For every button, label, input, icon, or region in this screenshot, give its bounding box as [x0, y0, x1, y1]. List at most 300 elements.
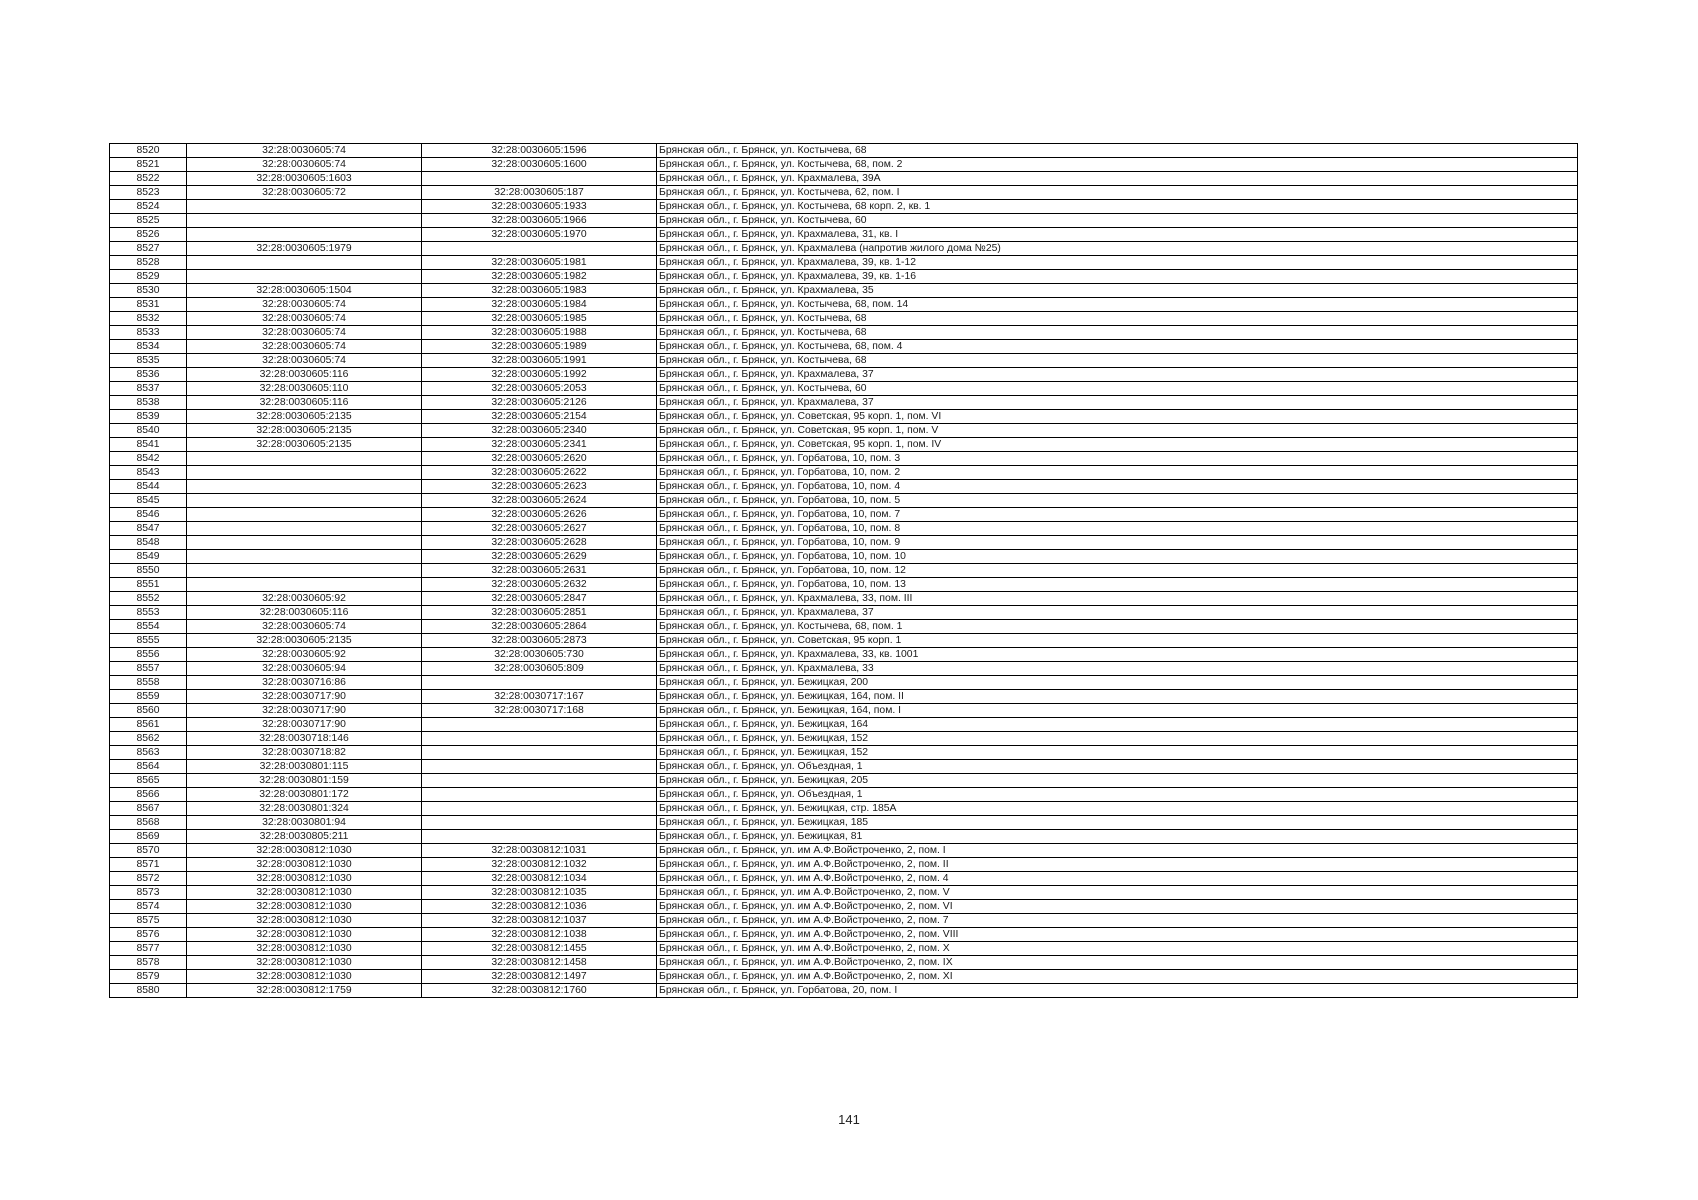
object-cadastral-number-cell: 32:28:0030812:1455: [422, 942, 657, 956]
parcel-cadastral-number-cell: 32:28:0030801:172: [187, 788, 422, 802]
object-cadastral-number-cell: 32:28:0030605:2851: [422, 606, 657, 620]
address-cell: Брянская обл., г. Брянск, ул. им А.Ф.Войстроченко, 2, пом. I: [657, 844, 1578, 858]
row-number-cell: 8523: [110, 186, 187, 200]
parcel-cadastral-number-cell: 32:28:0030801:94: [187, 816, 422, 830]
row-number-cell: 8541: [110, 438, 187, 452]
table-row: [110, 564, 1578, 578]
object-cadastral-number-cell: 32:28:0030605:2620: [422, 452, 657, 466]
row-number-cell: 8521: [110, 158, 187, 172]
parcel-cadastral-number-cell: 32:28:0030605:72: [187, 186, 422, 200]
object-cadastral-number-cell: 32:28:0030605:1596: [422, 144, 657, 158]
object-cadastral-number-cell: 32:28:0030605:2628: [422, 536, 657, 550]
table-row: [110, 284, 1578, 298]
table-row: [110, 648, 1578, 662]
address-cell: Брянская обл., г. Брянск, ул. Горбатова, 10, пом. 10: [657, 550, 1578, 564]
table-row: [110, 816, 1578, 830]
parcel-cadastral-number-cell: 32:28:0030716:86: [187, 676, 422, 690]
row-number-cell: 8566: [110, 788, 187, 802]
row-number-cell: 8576: [110, 928, 187, 942]
object-cadastral-number-cell: 32:28:0030605:2624: [422, 494, 657, 508]
row-number-cell: 8554: [110, 620, 187, 634]
row-number-cell: 8539: [110, 410, 187, 424]
address-cell: Брянская обл., г. Брянск, ул. Бежицкая, 164, пом. II: [657, 690, 1578, 704]
object-cadastral-number-cell: 32:28:0030605:2873: [422, 634, 657, 648]
row-number-cell: 8542: [110, 452, 187, 466]
table-row: [110, 802, 1578, 816]
parcel-cadastral-number-cell: 32:28:0030718:146: [187, 732, 422, 746]
row-number-cell: 8580: [110, 984, 187, 998]
object-cadastral-number-cell: 32:28:0030605:2629: [422, 550, 657, 564]
address-cell: Брянская обл., г. Брянск, ул. им А.Ф.Войстроченко, 2, пом. 4: [657, 872, 1578, 886]
parcel-cadastral-number-cell: 32:28:0030801:115: [187, 760, 422, 774]
table-row: [110, 606, 1578, 620]
address-cell: Брянская обл., г. Брянск, ул. Горбатова, 10, пом. 9: [657, 536, 1578, 550]
object-cadastral-number-cell: 32:28:0030717:168: [422, 704, 657, 718]
address-cell: Брянская обл., г. Брянск, ул. Костычева, 68 корп. 2, кв. 1: [657, 200, 1578, 214]
table-row: [110, 858, 1578, 872]
table-row: [110, 480, 1578, 494]
address-cell: Брянская обл., г. Брянск, ул. Горбатова, 10, пом. 2: [657, 466, 1578, 480]
address-cell: Брянская обл., г. Брянск, ул. им А.Ф.Войстроченко, 2, пом. X: [657, 942, 1578, 956]
table-row: [110, 298, 1578, 312]
object-cadastral-number-cell: [422, 802, 657, 816]
row-number-cell: 8564: [110, 760, 187, 774]
row-number-cell: 8552: [110, 592, 187, 606]
row-number-cell: 8545: [110, 494, 187, 508]
table-row: [110, 438, 1578, 452]
table-row: [110, 774, 1578, 788]
object-cadastral-number-cell: [422, 242, 657, 256]
parcel-cadastral-number-cell: 32:28:0030812:1030: [187, 844, 422, 858]
address-cell: Брянская обл., г. Брянск, ул. Костычева, 68, пом. 4: [657, 340, 1578, 354]
table-row: [110, 928, 1578, 942]
object-cadastral-number-cell: [422, 816, 657, 830]
parcel-cadastral-number-cell: 32:28:0030801:324: [187, 802, 422, 816]
object-cadastral-number-cell: [422, 172, 657, 186]
parcel-cadastral-number-cell: [187, 214, 422, 228]
table-row: [110, 634, 1578, 648]
table-row: [110, 704, 1578, 718]
address-cell: Брянская обл., г. Брянск, ул. им А.Ф.Войстроченко, 2, пом. VIII: [657, 928, 1578, 942]
table-row: [110, 746, 1578, 760]
object-cadastral-number-cell: 32:28:0030605:2341: [422, 438, 657, 452]
row-number-cell: 8568: [110, 816, 187, 830]
address-cell: Брянская обл., г. Брянск, ул. им А.Ф.Войстроченко, 2, пом. VI: [657, 900, 1578, 914]
row-number-cell: 8538: [110, 396, 187, 410]
parcel-cadastral-number-cell: 32:28:0030605:1504: [187, 284, 422, 298]
row-number-cell: 8558: [110, 676, 187, 690]
object-cadastral-number-cell: 32:28:0030605:1984: [422, 298, 657, 312]
address-cell: Брянская обл., г. Брянск, ул. Бежицкая, 152: [657, 746, 1578, 760]
parcel-cadastral-number-cell: 32:28:0030605:110: [187, 382, 422, 396]
object-cadastral-number-cell: 32:28:0030717:167: [422, 690, 657, 704]
parcel-cadastral-number-cell: [187, 494, 422, 508]
address-cell: Брянская обл., г. Брянск, ул. Горбатова, 10, пом. 4: [657, 480, 1578, 494]
row-number-cell: 8577: [110, 942, 187, 956]
address-cell: Брянская обл., г. Брянск, ул. Горбатова, 10, пом. 13: [657, 578, 1578, 592]
table-row: [110, 662, 1578, 676]
row-number-cell: 8535: [110, 354, 187, 368]
row-number-cell: 8527: [110, 242, 187, 256]
parcel-cadastral-number-cell: 32:28:0030717:90: [187, 718, 422, 732]
object-cadastral-number-cell: 32:28:0030605:1966: [422, 214, 657, 228]
parcel-cadastral-number-cell: 32:28:0030812:1030: [187, 900, 422, 914]
address-cell: Брянская обл., г. Брянск, ул. Костычева, 60: [657, 214, 1578, 228]
address-cell: Брянская обл., г. Брянск, ул. Бежицкая, 152: [657, 732, 1578, 746]
table-row: [110, 494, 1578, 508]
table-row: [110, 550, 1578, 564]
object-cadastral-number-cell: 32:28:0030812:1035: [422, 886, 657, 900]
parcel-cadastral-number-cell: 32:28:0030605:2135: [187, 410, 422, 424]
table-row: [110, 200, 1578, 214]
address-cell: Брянская обл., г. Брянск, ул. Объездная, 1: [657, 788, 1578, 802]
row-number-cell: 8561: [110, 718, 187, 732]
parcel-cadastral-number-cell: 32:28:0030718:82: [187, 746, 422, 760]
row-number-cell: 8537: [110, 382, 187, 396]
parcel-cadastral-number-cell: [187, 270, 422, 284]
address-cell: Брянская обл., г. Брянск, ул. Костычева, 68, пом. 1: [657, 620, 1578, 634]
object-cadastral-number-cell: 32:28:0030605:2154: [422, 410, 657, 424]
object-cadastral-number-cell: 32:28:0030605:2627: [422, 522, 657, 536]
address-cell: Брянская обл., г. Брянск, ул. Советская, 95 корп. 1: [657, 634, 1578, 648]
table-row: [110, 886, 1578, 900]
address-cell: Брянская обл., г. Брянск, ул. Костычева, 60: [657, 382, 1578, 396]
address-cell: Брянская обл., г. Брянск, ул. Костычева, 68: [657, 326, 1578, 340]
address-cell: Брянская обл., г. Брянск, ул. Крахмалева, 39А: [657, 172, 1578, 186]
table-row: [110, 312, 1578, 326]
address-cell: Брянская обл., г. Брянск, ул. Костычева, 62, пом. I: [657, 186, 1578, 200]
parcel-cadastral-number-cell: [187, 228, 422, 242]
table-row: [110, 760, 1578, 774]
object-cadastral-number-cell: 32:28:0030605:809: [422, 662, 657, 676]
address-cell: Брянская обл., г. Брянск, ул. им А.Ф.Войстроченко, 2, пом. XI: [657, 970, 1578, 984]
object-cadastral-number-cell: 32:28:0030605:1933: [422, 200, 657, 214]
address-cell: Брянская обл., г. Брянск, ул. Крахмалева, 39, кв. 1-16: [657, 270, 1578, 284]
table-row: [110, 788, 1578, 802]
row-number-cell: 8526: [110, 228, 187, 242]
parcel-cadastral-number-cell: 32:28:0030605:74: [187, 298, 422, 312]
row-number-cell: 8534: [110, 340, 187, 354]
object-cadastral-number-cell: 32:28:0030605:730: [422, 648, 657, 662]
parcel-cadastral-number-cell: 32:28:0030812:1030: [187, 886, 422, 900]
table-row: [110, 214, 1578, 228]
row-number-cell: 8555: [110, 634, 187, 648]
parcel-cadastral-number-cell: 32:28:0030605:1979: [187, 242, 422, 256]
page-number: 141: [838, 1112, 860, 1127]
address-cell: Брянская обл., г. Брянск, ул. Бежицкая, 164: [657, 718, 1578, 732]
table-row: [110, 242, 1578, 256]
row-number-cell: 8533: [110, 326, 187, 340]
table-row: [110, 830, 1578, 844]
object-cadastral-number-cell: [422, 676, 657, 690]
address-cell: Брянская обл., г. Брянск, ул. Горбатова, 10, пом. 8: [657, 522, 1578, 536]
parcel-cadastral-number-cell: 32:28:0030812:1030: [187, 928, 422, 942]
table-row: [110, 424, 1578, 438]
row-number-cell: 8572: [110, 872, 187, 886]
row-number-cell: 8579: [110, 970, 187, 984]
object-cadastral-number-cell: 32:28:0030605:2053: [422, 382, 657, 396]
row-number-cell: 8578: [110, 956, 187, 970]
row-number-cell: 8522: [110, 172, 187, 186]
table-row: [110, 396, 1578, 410]
parcel-cadastral-number-cell: 32:28:0030812:1030: [187, 970, 422, 984]
parcel-cadastral-number-cell: [187, 564, 422, 578]
address-cell: Брянская обл., г. Брянск, ул. Костычева, 68, пом. 14: [657, 298, 1578, 312]
address-cell: Брянская обл., г. Брянск, ул. Бежицкая, 81: [657, 830, 1578, 844]
object-cadastral-number-cell: 32:28:0030605:2626: [422, 508, 657, 522]
object-cadastral-number-cell: [422, 732, 657, 746]
address-cell: Брянская обл., г. Брянск, ул. Бежицкая, стр. 185А: [657, 802, 1578, 816]
object-cadastral-number-cell: 32:28:0030812:1034: [422, 872, 657, 886]
table-row: [110, 536, 1578, 550]
row-number-cell: 8562: [110, 732, 187, 746]
object-cadastral-number-cell: 32:28:0030605:1991: [422, 354, 657, 368]
table-row: [110, 984, 1578, 998]
address-cell: Брянская обл., г. Брянск, ул. Советская, 95 корп. 1, пом. V: [657, 424, 1578, 438]
object-cadastral-number-cell: 32:28:0030605:2864: [422, 620, 657, 634]
table-row: [110, 732, 1578, 746]
object-cadastral-number-cell: 32:28:0030605:2847: [422, 592, 657, 606]
parcel-cadastral-number-cell: [187, 256, 422, 270]
row-number-cell: 8529: [110, 270, 187, 284]
object-cadastral-number-cell: 32:28:0030605:2126: [422, 396, 657, 410]
object-cadastral-number-cell: 32:28:0030605:1981: [422, 256, 657, 270]
address-cell: Брянская обл., г. Брянск, ул. Советская, 95 корп. 1, пом. VI: [657, 410, 1578, 424]
table-row: [110, 578, 1578, 592]
parcel-cadastral-number-cell: 32:28:0030812:1030: [187, 942, 422, 956]
object-cadastral-number-cell: 32:28:0030605:2622: [422, 466, 657, 480]
table-body: [110, 144, 1578, 998]
object-cadastral-number-cell: 32:28:0030812:1032: [422, 858, 657, 872]
parcel-cadastral-number-cell: 32:28:0030605:116: [187, 396, 422, 410]
table-row: [110, 718, 1578, 732]
object-cadastral-number-cell: 32:28:0030812:1031: [422, 844, 657, 858]
address-cell: Брянская обл., г. Брянск, ул. Горбатова, 10, пом. 5: [657, 494, 1578, 508]
object-cadastral-number-cell: [422, 830, 657, 844]
parcel-cadastral-number-cell: 32:28:0030605:74: [187, 158, 422, 172]
parcel-cadastral-number-cell: [187, 536, 422, 550]
parcel-cadastral-number-cell: 32:28:0030605:1603: [187, 172, 422, 186]
object-cadastral-number-cell: 32:28:0030605:1600: [422, 158, 657, 172]
row-number-cell: 8543: [110, 466, 187, 480]
row-number-cell: 8520: [110, 144, 187, 158]
table-row: [110, 368, 1578, 382]
address-cell: Брянская обл., г. Брянск, ул. Крахмалева, 37: [657, 368, 1578, 382]
address-cell: Брянская обл., г. Брянск, ул. Крахмалева (напротив жилого дома №25): [657, 242, 1578, 256]
row-number-cell: 8549: [110, 550, 187, 564]
row-number-cell: 8524: [110, 200, 187, 214]
address-cell: Брянская обл., г. Брянск, ул. Объездная, 1: [657, 760, 1578, 774]
table-row: [110, 354, 1578, 368]
row-number-cell: 8531: [110, 298, 187, 312]
object-cadastral-number-cell: 32:28:0030605:1988: [422, 326, 657, 340]
row-number-cell: 8556: [110, 648, 187, 662]
address-cell: Брянская обл., г. Брянск, ул. Бежицкая, 164, пом. I: [657, 704, 1578, 718]
address-cell: Брянская обл., г. Брянск, ул. Горбатова, 10, пом. 12: [657, 564, 1578, 578]
address-cell: Брянская обл., г. Брянск, ул. Костычева, 68: [657, 312, 1578, 326]
address-cell: Брянская обл., г. Брянск, ул. Горбатова, 10, пом. 3: [657, 452, 1578, 466]
parcel-cadastral-number-cell: 32:28:0030605:2135: [187, 438, 422, 452]
parcel-cadastral-number-cell: 32:28:0030605:2135: [187, 424, 422, 438]
table-row: [110, 676, 1578, 690]
row-number-cell: 8540: [110, 424, 187, 438]
row-number-cell: 8569: [110, 830, 187, 844]
object-cadastral-number-cell: 32:28:0030605:1985: [422, 312, 657, 326]
address-cell: Брянская обл., г. Брянск, ул. Крахмалева, 31, кв. I: [657, 228, 1578, 242]
row-number-cell: 8546: [110, 508, 187, 522]
table-row: [110, 270, 1578, 284]
parcel-cadastral-number-cell: 32:28:0030605:116: [187, 368, 422, 382]
row-number-cell: 8536: [110, 368, 187, 382]
address-cell: Брянская обл., г. Брянск, ул. Костычева, 68, пом. 2: [657, 158, 1578, 172]
row-number-cell: 8573: [110, 886, 187, 900]
parcel-cadastral-number-cell: 32:28:0030812:1759: [187, 984, 422, 998]
address-cell: Брянская обл., г. Брянск, ул. Крахмалева, 39, кв. 1-12: [657, 256, 1578, 270]
table-row: [110, 522, 1578, 536]
row-number-cell: 8567: [110, 802, 187, 816]
parcel-cadastral-number-cell: [187, 466, 422, 480]
parcel-cadastral-number-cell: 32:28:0030605:92: [187, 648, 422, 662]
table-row: [110, 970, 1578, 984]
row-number-cell: 8544: [110, 480, 187, 494]
address-cell: Брянская обл., г. Брянск, ул. Бежицкая, 200: [657, 676, 1578, 690]
parcel-cadastral-number-cell: 32:28:0030605:74: [187, 620, 422, 634]
parcel-cadastral-number-cell: [187, 578, 422, 592]
address-cell: Брянская обл., г. Брянск, ул. Крахмалева, 33: [657, 662, 1578, 676]
table-row: [110, 256, 1578, 270]
table-row: [110, 228, 1578, 242]
address-cell: Брянская обл., г. Брянск, ул. Крахмалева, 33, кв. 1001: [657, 648, 1578, 662]
row-number-cell: 8565: [110, 774, 187, 788]
table-row: [110, 172, 1578, 186]
row-number-cell: 8571: [110, 858, 187, 872]
parcel-cadastral-number-cell: 32:28:0030605:74: [187, 144, 422, 158]
table-row: [110, 186, 1578, 200]
address-cell: Брянская обл., г. Брянск, ул. им А.Ф.Войстроченко, 2, пом. 7: [657, 914, 1578, 928]
parcel-cadastral-number-cell: 32:28:0030812:1030: [187, 872, 422, 886]
table-row: [110, 144, 1578, 158]
table-row: [110, 942, 1578, 956]
table-row: [110, 340, 1578, 354]
parcel-cadastral-number-cell: 32:28:0030605:2135: [187, 634, 422, 648]
parcel-cadastral-number-cell: 32:28:0030717:90: [187, 690, 422, 704]
object-cadastral-number-cell: 32:28:0030605:2623: [422, 480, 657, 494]
table-row: [110, 900, 1578, 914]
row-number-cell: 8525: [110, 214, 187, 228]
object-cadastral-number-cell: 32:28:0030812:1458: [422, 956, 657, 970]
address-cell: Брянская обл., г. Брянск, ул. Крахмалева, 33, пом. III: [657, 592, 1578, 606]
row-number-cell: 8551: [110, 578, 187, 592]
address-cell: Брянская обл., г. Брянск, ул. Бежицкая, 185: [657, 816, 1578, 830]
object-cadastral-number-cell: 32:28:0030605:1983: [422, 284, 657, 298]
parcel-cadastral-number-cell: [187, 522, 422, 536]
address-cell: Брянская обл., г. Брянск, ул. Крахмалева, 37: [657, 606, 1578, 620]
parcel-cadastral-number-cell: 32:28:0030605:74: [187, 312, 422, 326]
address-cell: Брянская обл., г. Брянск, ул. Крахмалева, 35: [657, 284, 1578, 298]
row-number-cell: 8532: [110, 312, 187, 326]
table-row: [110, 452, 1578, 466]
row-number-cell: 8550: [110, 564, 187, 578]
parcel-cadastral-number-cell: 32:28:0030801:159: [187, 774, 422, 788]
row-number-cell: 8548: [110, 536, 187, 550]
row-number-cell: 8563: [110, 746, 187, 760]
object-cadastral-number-cell: 32:28:0030605:2631: [422, 564, 657, 578]
address-cell: Брянская обл., г. Брянск, ул. Советская, 95 корп. 1, пом. IV: [657, 438, 1578, 452]
table-row: [110, 326, 1578, 340]
table-row: [110, 410, 1578, 424]
parcel-cadastral-number-cell: [187, 550, 422, 564]
address-cell: Брянская обл., г. Брянск, ул. им А.Ф.Войстроченко, 2, пом. II: [657, 858, 1578, 872]
object-cadastral-number-cell: 32:28:0030605:2340: [422, 424, 657, 438]
table-row: [110, 690, 1578, 704]
table-row: [110, 872, 1578, 886]
parcel-cadastral-number-cell: 32:28:0030717:90: [187, 704, 422, 718]
row-number-cell: 8575: [110, 914, 187, 928]
table-row: [110, 466, 1578, 480]
object-cadastral-number-cell: [422, 760, 657, 774]
object-cadastral-number-cell: 32:28:0030812:1038: [422, 928, 657, 942]
table-row: [110, 382, 1578, 396]
row-number-cell: 8560: [110, 704, 187, 718]
table-row: [110, 956, 1578, 970]
parcel-cadastral-number-cell: 32:28:0030605:74: [187, 326, 422, 340]
parcel-cadastral-number-cell: 32:28:0030605:74: [187, 340, 422, 354]
row-number-cell: 8574: [110, 900, 187, 914]
parcel-cadastral-number-cell: 32:28:0030812:1030: [187, 914, 422, 928]
object-cadastral-number-cell: 32:28:0030605:1982: [422, 270, 657, 284]
parcel-cadastral-number-cell: 32:28:0030812:1030: [187, 858, 422, 872]
table-row: [110, 844, 1578, 858]
parcel-cadastral-number-cell: 32:28:0030605:116: [187, 606, 422, 620]
property-registry-table: [109, 143, 1578, 998]
row-number-cell: 8547: [110, 522, 187, 536]
parcel-cadastral-number-cell: 32:28:0030605:94: [187, 662, 422, 676]
parcel-cadastral-number-cell: 32:28:0030605:74: [187, 354, 422, 368]
address-cell: Брянская обл., г. Брянск, ул. им А.Ф.Войстроченко, 2, пом. IX: [657, 956, 1578, 970]
table-row: [110, 620, 1578, 634]
row-number-cell: 8553: [110, 606, 187, 620]
parcel-cadastral-number-cell: [187, 480, 422, 494]
parcel-cadastral-number-cell: [187, 508, 422, 522]
object-cadastral-number-cell: 32:28:0030812:1036: [422, 900, 657, 914]
object-cadastral-number-cell: 32:28:0030605:187: [422, 186, 657, 200]
row-number-cell: 8530: [110, 284, 187, 298]
row-number-cell: 8559: [110, 690, 187, 704]
object-cadastral-number-cell: 32:28:0030812:1037: [422, 914, 657, 928]
address-cell: Брянская обл., г. Брянск, ул. Костычева, 68: [657, 144, 1578, 158]
row-number-cell: 8570: [110, 844, 187, 858]
table-row: [110, 158, 1578, 172]
object-cadastral-number-cell: [422, 774, 657, 788]
table-row: [110, 592, 1578, 606]
object-cadastral-number-cell: 32:28:0030605:1970: [422, 228, 657, 242]
address-cell: Брянская обл., г. Брянск, ул. Горбатова, 10, пом. 7: [657, 508, 1578, 522]
table-row: [110, 508, 1578, 522]
address-cell: Брянская обл., г. Брянск, ул. Бежицкая, 205: [657, 774, 1578, 788]
object-cadastral-number-cell: 32:28:0030812:1497: [422, 970, 657, 984]
parcel-cadastral-number-cell: [187, 452, 422, 466]
parcel-cadastral-number-cell: 32:28:0030805:211: [187, 830, 422, 844]
object-cadastral-number-cell: 32:28:0030605:2632: [422, 578, 657, 592]
table-row: [110, 914, 1578, 928]
object-cadastral-number-cell: 32:28:0030605:1992: [422, 368, 657, 382]
object-cadastral-number-cell: 32:28:0030812:1760: [422, 984, 657, 998]
address-cell: Брянская обл., г. Брянск, ул. Крахмалева, 37: [657, 396, 1578, 410]
parcel-cadastral-number-cell: [187, 200, 422, 214]
object-cadastral-number-cell: [422, 718, 657, 732]
row-number-cell: 8528: [110, 256, 187, 270]
address-cell: Брянская обл., г. Брянск, ул. Горбатова, 20, пом. I: [657, 984, 1578, 998]
